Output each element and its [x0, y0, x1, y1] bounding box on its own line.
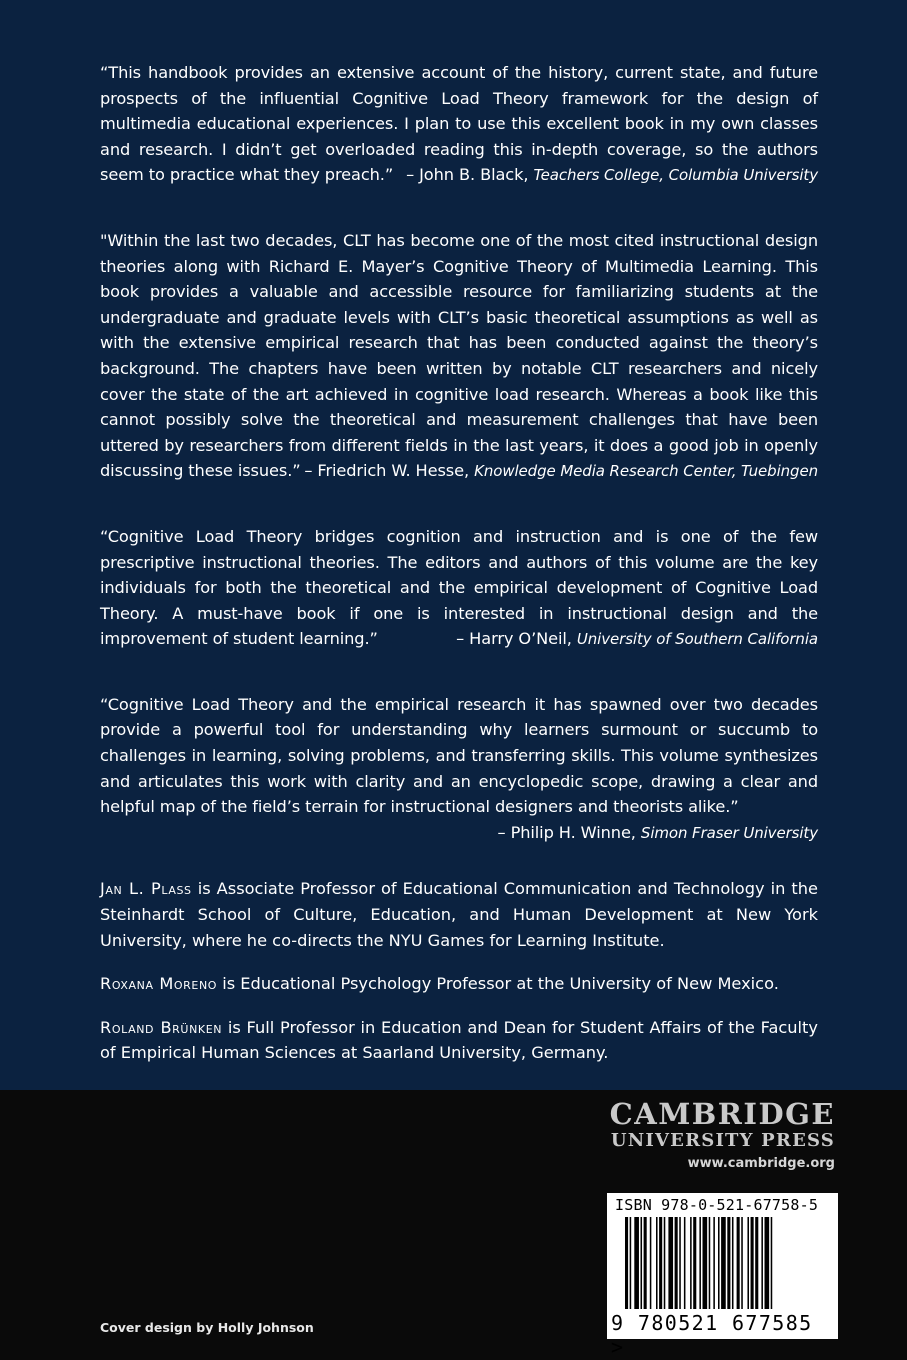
blurb-attribution [406, 162, 818, 189]
blurb-text: “Cognitive Load Theory bridges cognition and instruction and is one of the few prescriptive instructional theories. The editors and authors of this volume are the key individuals for both the theoretical and the empirical development of Cognitive Load Theory. A must-have book if one is interested in instructional design and the improvement of student learning.” [100, 526, 818, 649]
blurb-black [100, 60, 818, 188]
bio-plass [100, 876, 818, 953]
blurb-text: “Cognitive Load Theory and the empirical research it has spawned over two decades provide a powerful tool for understanding why learners surmount or succumb to challenges in learning, solving problems, and transferring skills. This volume synthesizes and articulates this work with clarity and an encyclopedic scope, drawing a clear and helpful map of the field’s terrain for instructional designers and theorists alike.” [100, 694, 818, 817]
attribution-name: – Philip H. Winne, [497, 822, 636, 842]
blurb-oneil [100, 524, 818, 652]
bio-name: Roland Brünken [100, 1017, 223, 1037]
isbn-label: ISBN 978-0-521-67758-5 [615, 1196, 819, 1214]
attribution-name: – Harry O’Neil, [456, 629, 572, 649]
barcode [607, 1193, 838, 1359]
blurb-text: "Within the last two decades, CLT has become one of the most cited instructional design theories along with Richard E. Mayer’s Cognitive Theory of Multimedia Learning. This book provides a valuable and accessible resource for familiarizing students at the undergraduate and graduate levels with CLT’s basic theoretical assumptions as well as with the extensive empirical research that has been conducted against the theory’s background. The chapters have been written by notable CLT researchers and nicely cover the state of the art achieved in cognitive load research. Whereas a book like this cannot possibly solve the theoretical and measurement challenges that have been uttered by researchers from different fields in the last years, it does a good job in openly discussing these issues.” [100, 230, 818, 481]
blurb-winne [100, 692, 818, 847]
bio-name: Roxana Moreno [100, 974, 218, 994]
bio-text: is Full Professor in Education and Dean for Student Affairs of the Faculty of Empirical Human Sciences at Saarland University, Germany. [100, 1017, 818, 1063]
attribution-institution: Teachers College, Columbia University [533, 166, 818, 185]
bio-moreno [100, 971, 818, 997]
bio-name: Jan L. Plass [100, 879, 192, 899]
bio-brunken [100, 1015, 818, 1066]
isbn-digits: 9 780521 677585 > [611, 1311, 813, 1359]
publisher-logo [610, 1098, 835, 1171]
blurb-attribution [456, 626, 818, 653]
publisher-name: CAMBRIDGE [609, 1097, 835, 1131]
blurb-attribution [100, 820, 818, 847]
bio-text: is Educational Psychology Professor at the University of New Mexico. [222, 974, 779, 994]
publisher-sub: UNIVERSITY PRESS [610, 1130, 835, 1151]
endorsements [100, 60, 818, 1084]
barcode-bars [625, 1217, 825, 1311]
blurb-attribution [304, 458, 818, 485]
blurb-hesse [100, 228, 818, 484]
attribution-institution: University of Southern California [576, 630, 818, 649]
publisher-url: www.cambridge.org [687, 1156, 835, 1171]
attribution-name: – Friedrich W. Hesse, [304, 461, 470, 481]
attribution-institution: Knowledge Media Research Center, Tuebingen [474, 462, 818, 481]
bio-text: is Associate Professor of Educational Communication and Technology in the Steinhardt School of Culture, Education, and Human Development at New York University, where he co-directs the NYU Games for Learning Institute. [100, 879, 818, 950]
cover-credit: Cover design by Holly Johnson [100, 1320, 314, 1335]
attribution-institution: Simon Fraser University [640, 823, 818, 842]
attribution-name: – John B. Black, [406, 165, 529, 185]
blurb-text: “This handbook provides an extensive account of the history, current state, and future prospects of the influential Cognitive Load Theory framework for the design of multimedia educational experiences. I plan to use this excellent book in my own classes and research. I didn’t get overloaded reading this in-depth coverage, so the authors seem to practice what they preach.” [100, 63, 818, 185]
